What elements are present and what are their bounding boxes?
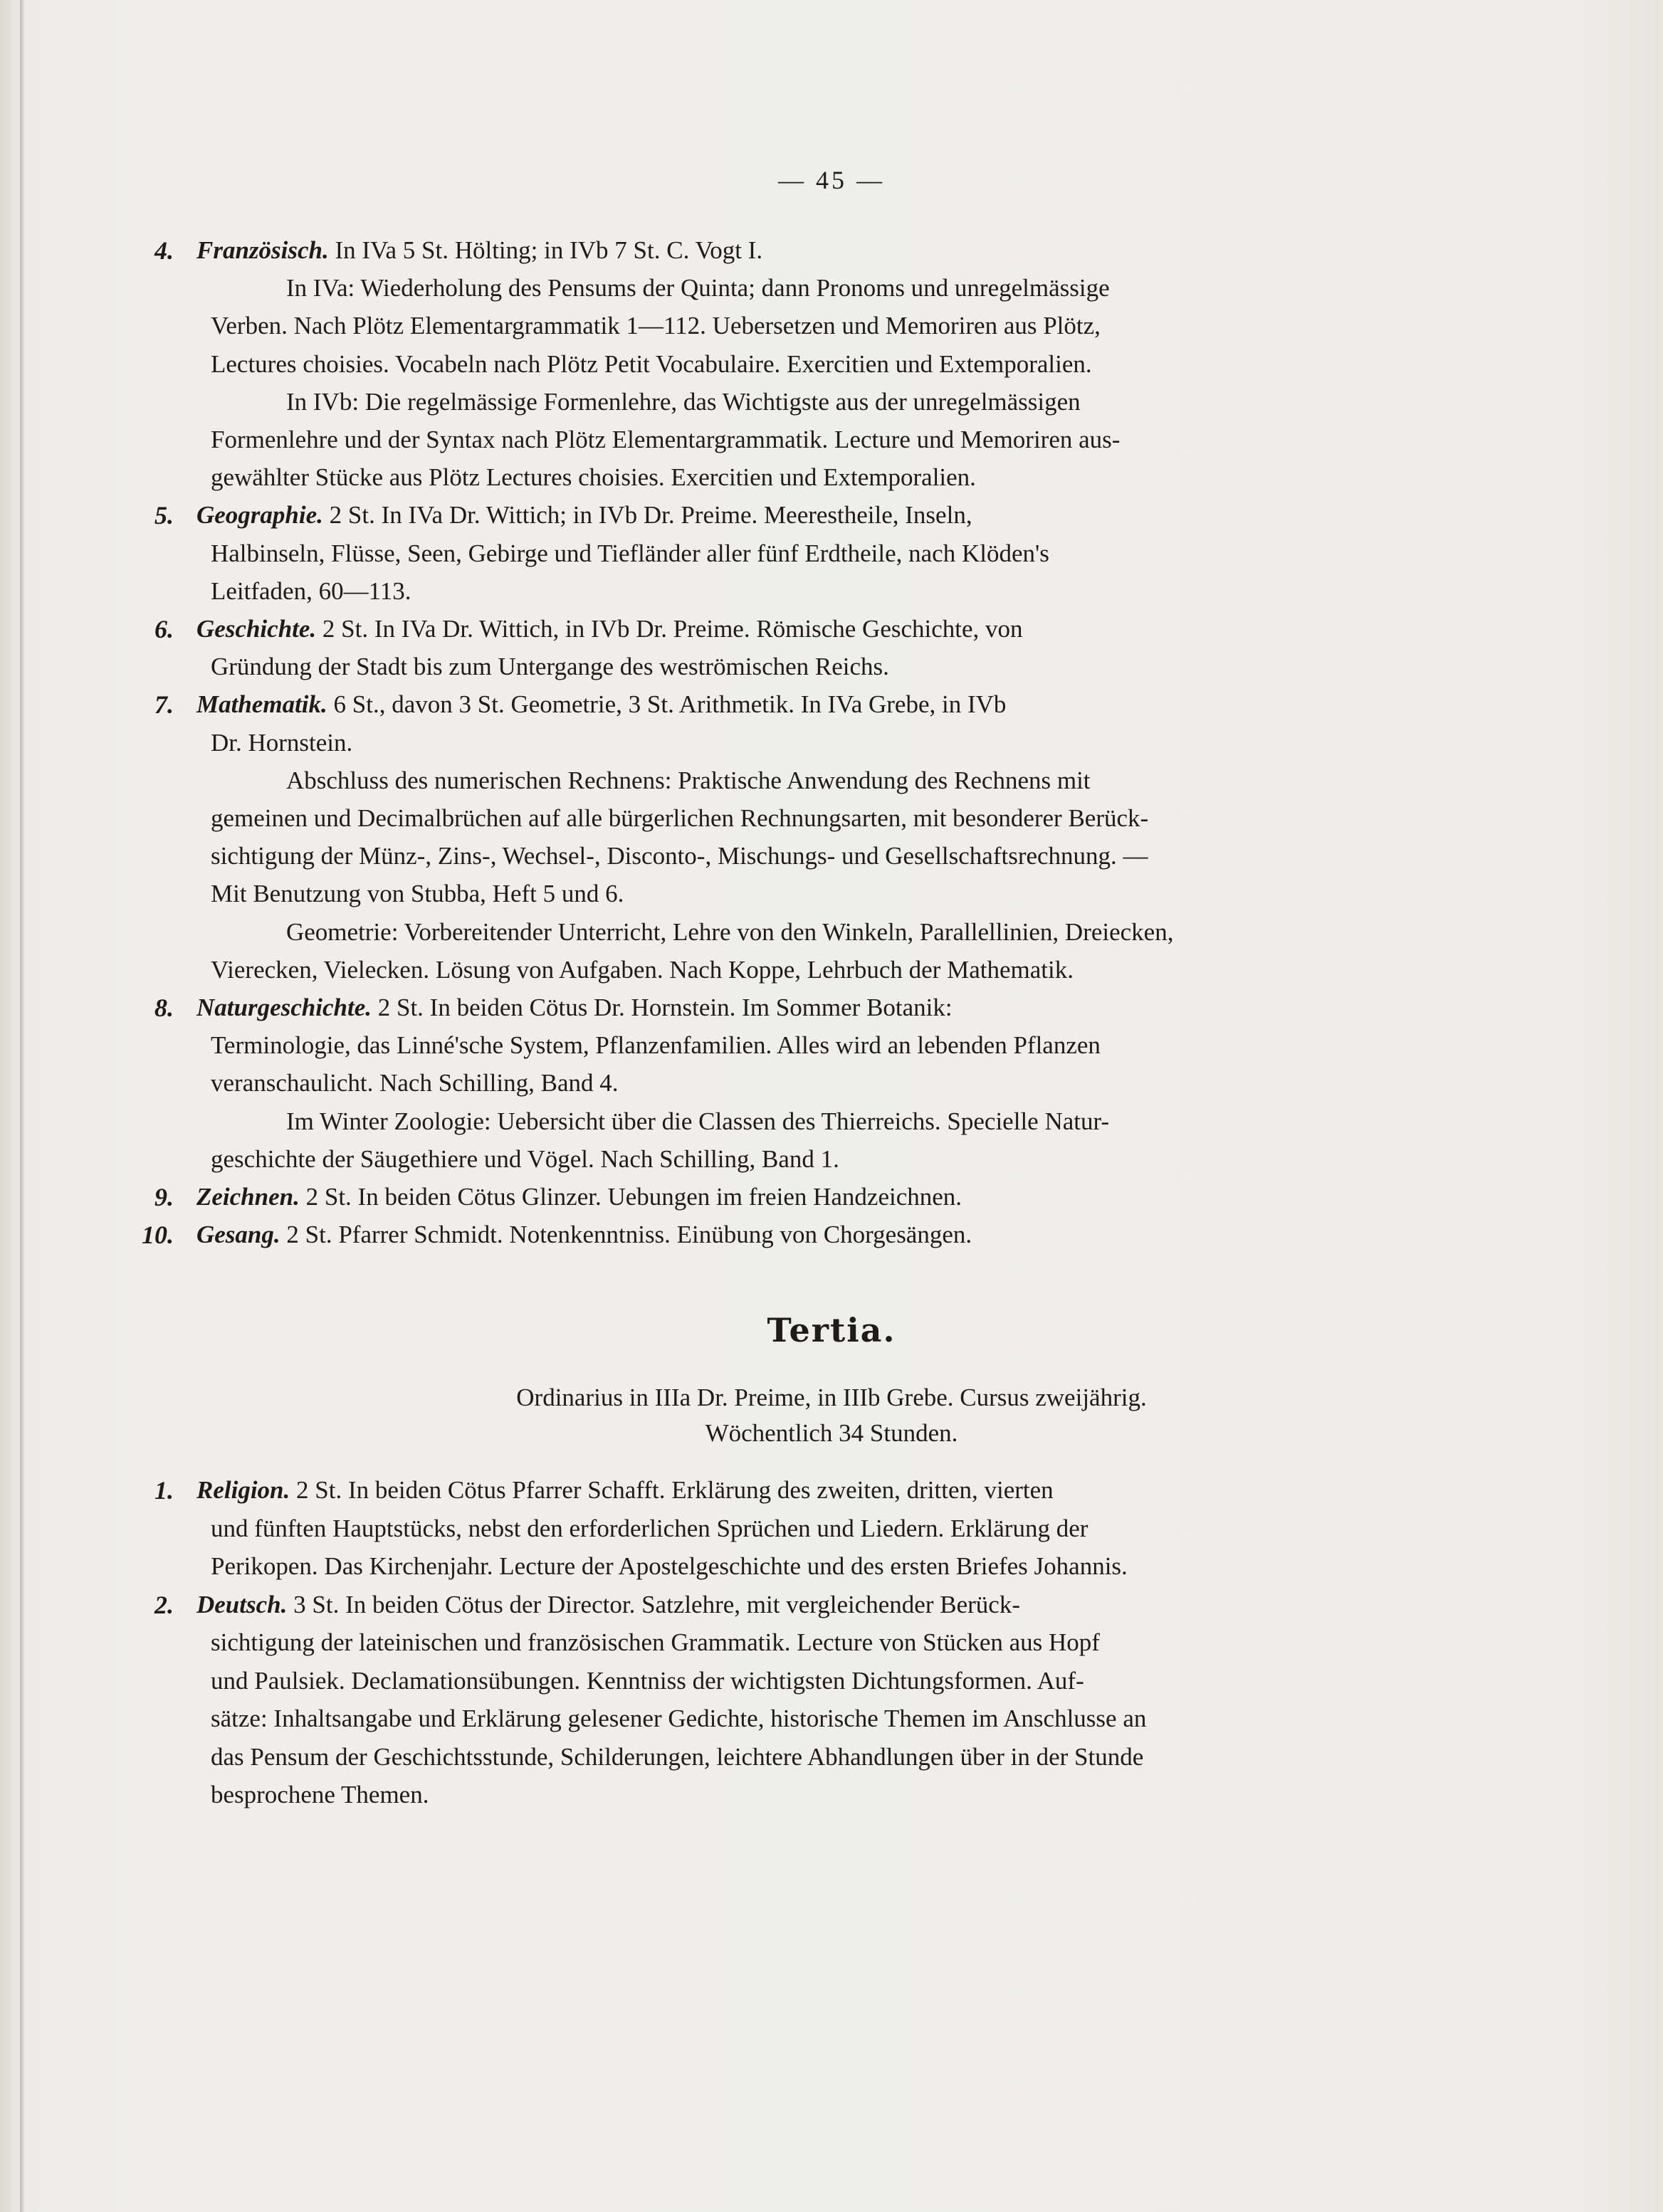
item-number: 4. — [154, 236, 174, 265]
item-text — [196, 1475, 1054, 1506]
paragraph-text: Terminologie, das Linné'sche System, Pflanzenfamilien. Alles wird an lebenden Pflanzen — [211, 1031, 1101, 1060]
subject-details: 3 St. In beiden Cötus der Director. Satzlehre, mit vergleichender Berück- — [287, 1590, 1020, 1618]
paragraph-start: Geometrie: Vorbereitender Unterricht, Lehre von den Winkeln, Parallellinien, Dreiecken, — [286, 917, 1174, 946]
subject-name: Geschichte. — [196, 615, 317, 643]
paragraph-text: besprochene Themen. — [211, 1781, 429, 1808]
paragraph-text: Halbinseln, Flüsse, Seen, Gebirge und Tiefländer aller fünf Erdtheile, nach Klöden's — [211, 539, 1049, 567]
paragraph-text: und fünften Hauptstücks, nebst den erforderlichen Sprüchen und Liedern. Erklärung der — [211, 1514, 1088, 1542]
paragraph-text: gewählter Stücke aus Plötz Lectures choisies. Exercitien und Extemporalien. — [211, 463, 976, 492]
paragraph-text: Gründung der Stadt bis zum Untergange des weströmischen Reichs. — [211, 653, 889, 681]
item-number: 9. — [154, 1183, 174, 1211]
paragraph-start: Abschluss des numerischen Rechnens: Praktische Anwendung des Rechnens mit — [286, 766, 1091, 794]
section-heading-tertia: Tertia. — [767, 1311, 896, 1349]
item-number: 8. — [154, 994, 174, 1022]
item-text — [196, 613, 1023, 645]
paragraph-text: sätze: Inhaltsangabe und Erklärung gelesener Gedichte, historische Themen im Anschlusse an — [211, 1705, 1147, 1732]
paragraph-text: Dr. Hornstein. — [211, 728, 353, 757]
paragraph-text: gemeinen und Decimalbrüchen auf alle bürgerlichen Rechnungsarten, mit besonderer Berück- — [211, 804, 1149, 832]
item-text — [196, 1219, 972, 1250]
subject-name: Gesang. — [196, 1221, 280, 1249]
paragraph-text: Leitfaden, 60—113. — [211, 576, 411, 605]
item-number: 2. — [154, 1590, 174, 1619]
paragraph-text: Formenlehre und der Syntax nach Plötz Elementargrammatik. Lecture und Memoriren aus- — [211, 426, 1121, 453]
paragraph-text: veranschaulicht. Nach Schilling, Band 4. — [211, 1069, 619, 1097]
item-number: 7. — [154, 690, 174, 720]
item-text — [196, 235, 762, 266]
paragraph-start: In IVb: Die regelmässige Formenlehre, das Wichtigste aus der unregelmässigen — [286, 387, 1081, 416]
subject-details: 2 St. In beiden Cötus Glinzer. Uebungen im freien Handzeichnen. — [299, 1183, 962, 1211]
paragraph-text: geschichte der Säugethiere und Vögel. Nach Schilling, Band 1. — [211, 1144, 839, 1173]
paragraph-text: sichtigung der lateinischen und französischen Grammatik. Lecture von Stücken aus Hopf — [211, 1628, 1100, 1656]
item-number: 1. — [154, 1476, 174, 1505]
subject-name: Deutsch. — [196, 1590, 288, 1618]
paragraph-text: Verben. Nach Plötz Elementargrammatik 1—112. Uebersetzen und Memoriren aus Plötz, — [211, 312, 1101, 340]
paragraph-text: Mit Benutzung von Stubba, Heft 5 und 6. — [211, 880, 624, 908]
subject-details: 2 St. In IVa Dr. Wittich, in IVb Dr. Preime. Römische Geschichte, von — [316, 615, 1023, 643]
item-text — [196, 689, 1006, 720]
paragraph-start: In IVa: Wiederholung des Pensums der Quinta; dann Pronoms und unregelmässige — [286, 274, 1110, 302]
paragraph-text: das Pensum der Geschichtsstunde, Schilderungen, leichtere Abhandlungen über in der Stunde — [211, 1742, 1144, 1771]
item-number: 10. — [142, 1221, 174, 1250]
paragraph-start: Im Winter Zoologie: Uebersicht über die Classen des Thierreichs. Specielle Natur- — [286, 1107, 1110, 1135]
subject-details: 6 St., davon 3 St. Geometrie, 3 St. Arithmetik. In IVa Grebe, in IVb — [327, 690, 1007, 719]
item-text — [196, 1181, 962, 1213]
subject-details: In IVa 5 St. Hölting; in IVb 7 St. C. Vogt I. — [328, 236, 763, 264]
subject-name: Naturgeschichte. — [196, 994, 372, 1021]
item-number: 6. — [154, 615, 174, 643]
subject-details: 2 St. In beiden Cötus Pfarrer Schafft. Erklärung des zweiten, dritten, vierten — [290, 1476, 1054, 1504]
subject-name: Französisch. — [196, 236, 329, 264]
item-text — [196, 992, 953, 1023]
subject-name: Geographie. — [196, 501, 323, 530]
subject-name: Mathematik. — [196, 690, 327, 719]
item-text — [196, 500, 972, 531]
ordinarius-line: Ordinarius in IIIa Dr. Preime, in IIIb Grebe. Cursus zweijährig. — [516, 1384, 1147, 1411]
paragraph-text: sichtigung der Münz-, Zins-, Wechsel-, Disconto-, Mischungs- und Gesellschaftsrechnung. — — [211, 842, 1148, 870]
paragraph-text: Vierecken, Vielecken. Lösung von Aufgaben. Nach Koppe, Lehrbuch der Mathematik. — [211, 955, 1074, 984]
weekly-hours-line: Wöchentlich 34 Stunden. — [705, 1419, 958, 1447]
subject-details: 2 St. In IVa Dr. Wittich; in IVb Dr. Preime. Meerestheile, Inseln, — [322, 501, 972, 530]
subject-details: 2 St. Pfarrer Schmidt. Notenkenntniss. Einübung von Chorgesängen. — [280, 1221, 972, 1249]
page-number: — 45 — — [778, 166, 885, 194]
paragraph-text: und Paulsiek. Declamationsübungen. Kenntniss der wichtigsten Dichtungsformen. Auf- — [211, 1666, 1084, 1695]
item-number: 5. — [154, 501, 174, 530]
paragraph-text: Lectures choisies. Vocabeln nach Plötz Petit Vocabulaire. Exercitien und Extemporalien. — [211, 349, 1092, 378]
subject-name: Zeichnen. — [196, 1183, 300, 1211]
subject-name: Religion. — [196, 1476, 290, 1504]
item-text — [196, 1589, 1020, 1621]
paragraph-text: Perikopen. Das Kirchenjahr. Lecture der Apostelgeschichte und des ersten Briefes Johannis. — [211, 1552, 1128, 1580]
subject-details: 2 St. In beiden Cötus Dr. Hornstein. Im Sommer Botanik: — [371, 994, 953, 1021]
